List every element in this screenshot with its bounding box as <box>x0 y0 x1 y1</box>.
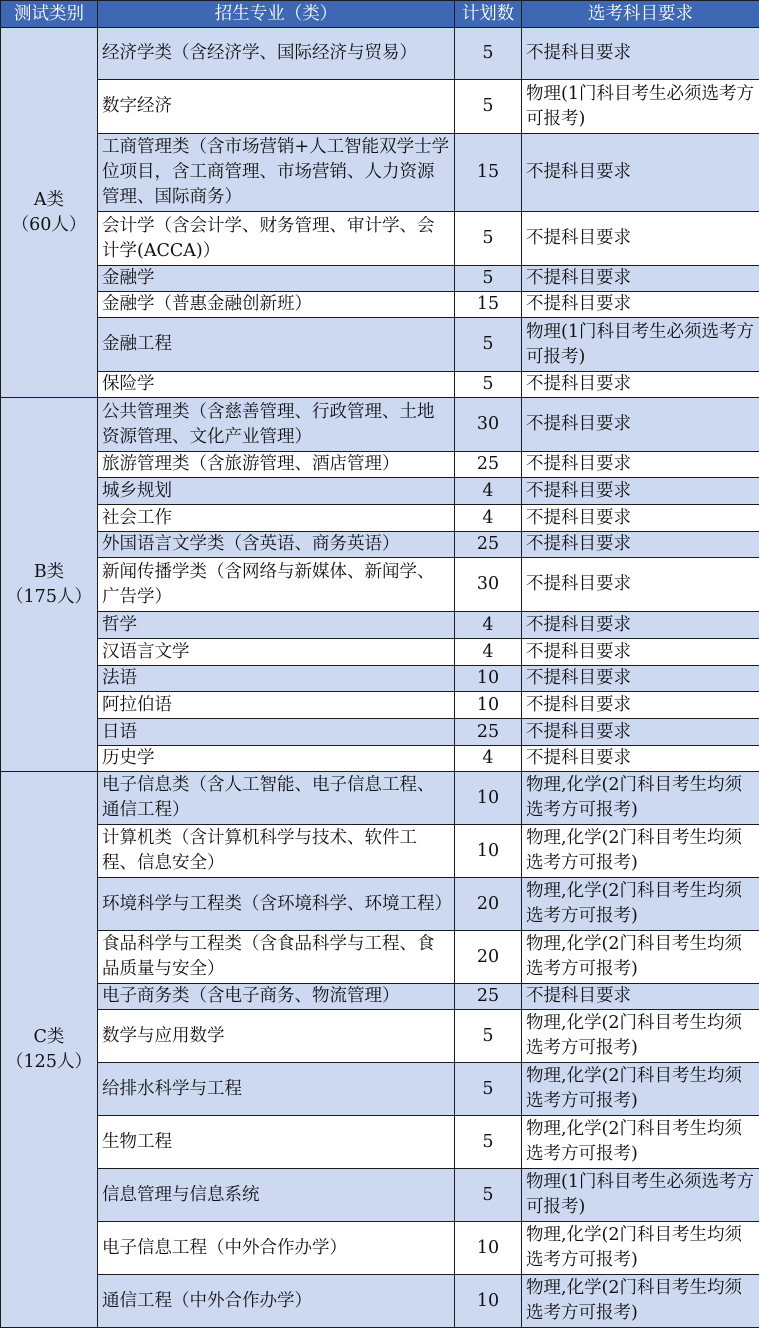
requirement-cell: 不提科目要求 <box>522 558 759 612</box>
plan-count-cell: 10 <box>455 772 522 825</box>
major-cell: 通信工程（中外合作办学） <box>98 1275 455 1328</box>
table-row <box>1 1010 759 1063</box>
table-row <box>1 692 759 719</box>
major-cell: 历史学 <box>98 746 455 772</box>
table-row <box>1 212 759 266</box>
table-row <box>1 984 759 1010</box>
table-row <box>1 478 759 505</box>
requirement-cell: 物理,化学(2门科目考生均须选考方可报考) <box>522 1222 759 1275</box>
header-major: 招生专业（类） <box>98 1 455 28</box>
plan-count-cell: 25 <box>455 452 522 478</box>
table-row <box>1 266 759 292</box>
major-cell: 数学与应用数学 <box>98 1010 455 1063</box>
plan-count-cell: 10 <box>455 692 522 719</box>
plan-count-cell: 10 <box>455 1222 522 1275</box>
plan-count-cell: 15 <box>455 134 522 212</box>
header-row <box>1 1 759 28</box>
requirement-cell: 不提科目要求 <box>522 452 759 478</box>
major-cell: 给排水科学与工程 <box>98 1063 455 1116</box>
requirement-cell: 不提科目要求 <box>522 212 759 266</box>
plan-count-cell: 10 <box>455 1275 522 1328</box>
requirement-cell: 不提科目要求 <box>522 719 759 746</box>
plan-count-cell: 30 <box>455 558 522 612</box>
major-cell: 旅游管理类（含旅游管理、酒店管理） <box>98 452 455 478</box>
major-cell: 生物工程 <box>98 1116 455 1169</box>
major-cell: 保险学 <box>98 372 455 398</box>
plan-count-cell: 15 <box>455 292 522 318</box>
major-cell: 经济学类（含经济学、国际经济与贸易） <box>98 28 455 80</box>
header-requirement: 选考科目要求 <box>522 1 759 28</box>
major-cell: 阿拉伯语 <box>98 692 455 719</box>
table-row <box>1 719 759 746</box>
table-row <box>1 80 759 134</box>
plan-count-cell: 5 <box>455 266 522 292</box>
table-row <box>1 639 759 666</box>
table-row <box>1 505 759 532</box>
requirement-cell: 物理(1门科目考生必须选考方可报考) <box>522 1169 759 1222</box>
table-row <box>1 134 759 212</box>
requirement-cell: 物理,化学(2门科目考生均须选考方可报考) <box>522 772 759 825</box>
requirement-cell: 物理(1门科目考生必须选考方可报考) <box>522 80 759 134</box>
requirement-cell: 不提科目要求 <box>522 266 759 292</box>
major-cell: 城乡规划 <box>98 478 455 505</box>
plan-count-cell: 10 <box>455 666 522 692</box>
table-row <box>1 292 759 318</box>
major-cell: 公共管理类（含慈善管理、行政管理、土地资源管理、文化产业管理） <box>98 398 455 452</box>
major-cell: 电子信息类（含人工智能、电子信息工程、通信工程） <box>98 772 455 825</box>
plan-count-cell: 5 <box>455 372 522 398</box>
requirement-cell: 不提科目要求 <box>522 292 759 318</box>
requirement-cell: 物理,化学(2门科目考生均须选考方可报考) <box>522 825 759 878</box>
requirement-cell: 不提科目要求 <box>522 746 759 772</box>
major-cell: 哲学 <box>98 612 455 639</box>
table-row <box>1 1169 759 1222</box>
plan-count-cell: 5 <box>455 318 522 372</box>
major-cell: 计算机类（含计算机科学与技术、软件工程、信息安全） <box>98 825 455 878</box>
major-cell: 外国语言文学类（含英语、商务英语） <box>98 532 455 558</box>
plan-count-cell: 5 <box>455 80 522 134</box>
major-cell: 食品科学与工程类（含食品科学与工程、食品质量与安全） <box>98 931 455 984</box>
plan-count-cell: 5 <box>455 1063 522 1116</box>
major-cell: 法语 <box>98 666 455 692</box>
requirement-cell: 不提科目要求 <box>522 692 759 719</box>
plan-count-cell: 30 <box>455 398 522 452</box>
category-cell <box>1 28 98 398</box>
category-label: C类 <box>33 1026 65 1047</box>
major-cell: 会计学（含会计学、财务管理、审计学、会计学(ACCA)） <box>98 212 455 266</box>
plan-count-cell: 5 <box>455 1169 522 1222</box>
header-plan: 计划数 <box>455 1 522 28</box>
table-row <box>1 772 759 825</box>
table-row <box>1 532 759 558</box>
requirement-cell: 物理,化学(2门科目考生均须选考方可报考) <box>522 931 759 984</box>
requirement-cell: 不提科目要求 <box>522 505 759 532</box>
plan-count-cell: 4 <box>455 746 522 772</box>
plan-count-cell: 5 <box>455 212 522 266</box>
requirement-cell: 物理,化学(2门科目考生均须选考方可报考) <box>522 878 759 931</box>
requirement-cell: 不提科目要求 <box>522 639 759 666</box>
table-row <box>1 318 759 372</box>
table-row <box>1 372 759 398</box>
requirement-cell: 物理,化学(2门科目考生均须选考方可报考) <box>522 1010 759 1063</box>
requirement-cell: 不提科目要求 <box>522 612 759 639</box>
requirement-cell: 不提科目要求 <box>522 28 759 80</box>
requirement-cell: 不提科目要求 <box>522 666 759 692</box>
requirement-cell: 物理,化学(2门科目考生均须选考方可报考) <box>522 1063 759 1116</box>
major-cell: 工商管理类（含市场营销+人工智能双学士学位项目，含工商管理、市场营销、人力资源管理、国际商务） <box>98 134 455 212</box>
plan-count-cell: 4 <box>455 505 522 532</box>
plan-count-cell: 5 <box>455 1010 522 1063</box>
table-row <box>1 558 759 612</box>
plan-count-cell: 25 <box>455 532 522 558</box>
major-cell: 金融学（普惠金融创新班） <box>98 292 455 318</box>
plan-count-cell: 20 <box>455 878 522 931</box>
table-row <box>1 1275 759 1328</box>
major-cell: 电子商务类（含电子商务、物流管理） <box>98 984 455 1010</box>
major-cell: 信息管理与信息系统 <box>98 1169 455 1222</box>
requirement-cell: 不提科目要求 <box>522 532 759 558</box>
category-count: （125人） <box>6 1051 92 1072</box>
plan-count-cell: 5 <box>455 1116 522 1169</box>
plan-count-cell: 20 <box>455 931 522 984</box>
requirement-cell: 物理(1门科目考生必须选考方可报考) <box>522 318 759 372</box>
category-cell <box>1 772 98 1328</box>
table-row <box>1 612 759 639</box>
plan-count-cell: 10 <box>455 825 522 878</box>
plan-count-cell: 25 <box>455 719 522 746</box>
requirement-cell: 不提科目要求 <box>522 134 759 212</box>
table-row <box>1 28 759 80</box>
table-row <box>1 398 759 452</box>
major-cell: 新闻传播学类（含网络与新媒体、新闻学、广告学） <box>98 558 455 612</box>
table-row <box>1 666 759 692</box>
requirement-cell: 物理,化学(2门科目考生均须选考方可报考) <box>522 1116 759 1169</box>
table-row <box>1 746 759 772</box>
plan-count-cell: 4 <box>455 612 522 639</box>
plan-count-cell: 25 <box>455 984 522 1010</box>
requirement-cell: 不提科目要求 <box>522 372 759 398</box>
plan-count-cell: 4 <box>455 478 522 505</box>
table-row <box>1 825 759 878</box>
category-cell <box>1 398 98 772</box>
table-row <box>1 1222 759 1275</box>
table-row <box>1 1063 759 1116</box>
table-body <box>1 28 759 1328</box>
requirement-cell: 不提科目要求 <box>522 984 759 1010</box>
major-cell: 环境科学与工程类（含环境科学、环境工程） <box>98 878 455 931</box>
major-cell: 日语 <box>98 719 455 746</box>
major-cell: 数字经济 <box>98 80 455 134</box>
major-cell: 社会工作 <box>98 505 455 532</box>
major-cell: 金融学 <box>98 266 455 292</box>
major-cell: 金融工程 <box>98 318 455 372</box>
category-label: B类 <box>33 561 65 582</box>
header-category: 测试类别 <box>1 1 98 28</box>
table-row <box>1 931 759 984</box>
category-label: A类 <box>33 189 65 210</box>
major-cell: 电子信息工程（中外合作办学） <box>98 1222 455 1275</box>
table-row <box>1 452 759 478</box>
category-count: （60人） <box>11 214 87 235</box>
requirement-cell: 不提科目要求 <box>522 478 759 505</box>
major-cell: 汉语言文学 <box>98 639 455 666</box>
requirement-cell: 物理,化学(2门科目考生均须选考方可报考) <box>522 1275 759 1328</box>
table-row <box>1 878 759 931</box>
table-row <box>1 1116 759 1169</box>
plan-count-cell: 4 <box>455 639 522 666</box>
requirement-cell: 不提科目要求 <box>522 398 759 452</box>
plan-count-cell: 5 <box>455 28 522 80</box>
category-count: （175人） <box>6 586 92 607</box>
